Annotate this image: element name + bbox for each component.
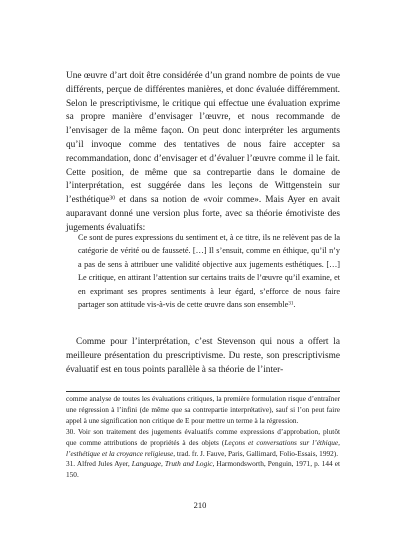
body-paragraph-2: Comme pour l’interprétation, c’est Stevenson qui nous a offert la meilleure présentation du prescriptivisme. Du reste, son prescriptivisme évaluatif est en tous points parallèle à sa théorie de l’inter- <box>66 337 340 375</box>
paragraph-1-text-end: et dans sa notion de «voir comme». Mais Ayer en avait auparavant donné une version plus forte, avec sa théorie émotiviste des jugements évaluatifs: <box>66 195 340 233</box>
footnote-30 <box>66 427 340 460</box>
footnote-ref-30: 30 <box>109 195 116 202</box>
footnote-30-title: Leçons et conversations sur l’éthique, l’esthétique et la croyance religieuse <box>66 437 340 458</box>
paragraph-1-text: Une œuvre d’art doit être considérée d’un grand nombre de points de vue différents, perçue de différentes manières, et donc évaluée différemment. Selon le prescriptivisme, le critique qui effectue une évaluation exprime sa propre manière d’envisager l’œuvre, et nous recommande de l’envisager de la même façon. On peut donc interpréter les arguments qu’il invoque comme des tentatives de nous faire accepter sa recommandation, donc d’envisager et d’évaluer l’œuvre comme il le fait. Cette position, de même que sa contrepartie dans le domaine de l’interprétation, est suggérée dans les leçons de Wittgenstein sur l’esthétique <box>66 71 340 206</box>
block-quote <box>78 231 340 311</box>
footnote-30-number: 30. <box>66 426 76 436</box>
footnote-continued: comme analyse de toutes les évaluations critiques, la première formulation risque d’entraîner une régression à l’infini (de même que sa contrepartie interprétative), sauf si l’on peut faire appel à une signification non critique de E pour mettre un terme à la régression. <box>66 394 340 425</box>
quote-end: . <box>293 300 296 310</box>
footnote-31-text: Alfred Jules Ayer, <box>75 459 132 469</box>
footnote-ref-31: 31 <box>288 300 294 307</box>
footnote-separator <box>66 391 340 392</box>
footnotes <box>66 394 340 481</box>
body-paragraph-1 <box>66 70 340 236</box>
quote-text: Ce sont de pures expressions du sentiment et, à ce titre, ils ne relèvent pas de la catégorie de vérité ou de fausseté. […] Il s’ensuit, comme en éthique, qu’il n’y a pas de sens à attribuer une validité objective aux jugements esthétiques. […] Le critique, en attirant l’attention sur certains traits de l’œuvre qu’il examine, et en exprimant ses propres sentiments à leur égard, s’efforce de nous faire partager son attitude vis-à-vis de cette œuvre dans son ensemble <box>78 233 340 310</box>
footnote-31 <box>66 459 340 481</box>
footnote-31-text-end: , Harmondsworth, Penguin, 1971, p. 144 et 150. <box>66 459 340 480</box>
footnote-30-text: Voir son traitement des jugements évaluatifs comme expressions d’approbation, plutôt que comme attributions de propriétés à des objets ( <box>66 426 340 447</box>
footnote-31-number: 31. <box>66 459 76 469</box>
footnote-30-text-end: , trad. fr. J. Fauve, Paris, Gallimard, Folio-Essais, 1992). <box>173 448 339 458</box>
page-number: 210 <box>193 500 207 510</box>
footnote-31-title: Language, Truth and Logic <box>131 459 213 469</box>
